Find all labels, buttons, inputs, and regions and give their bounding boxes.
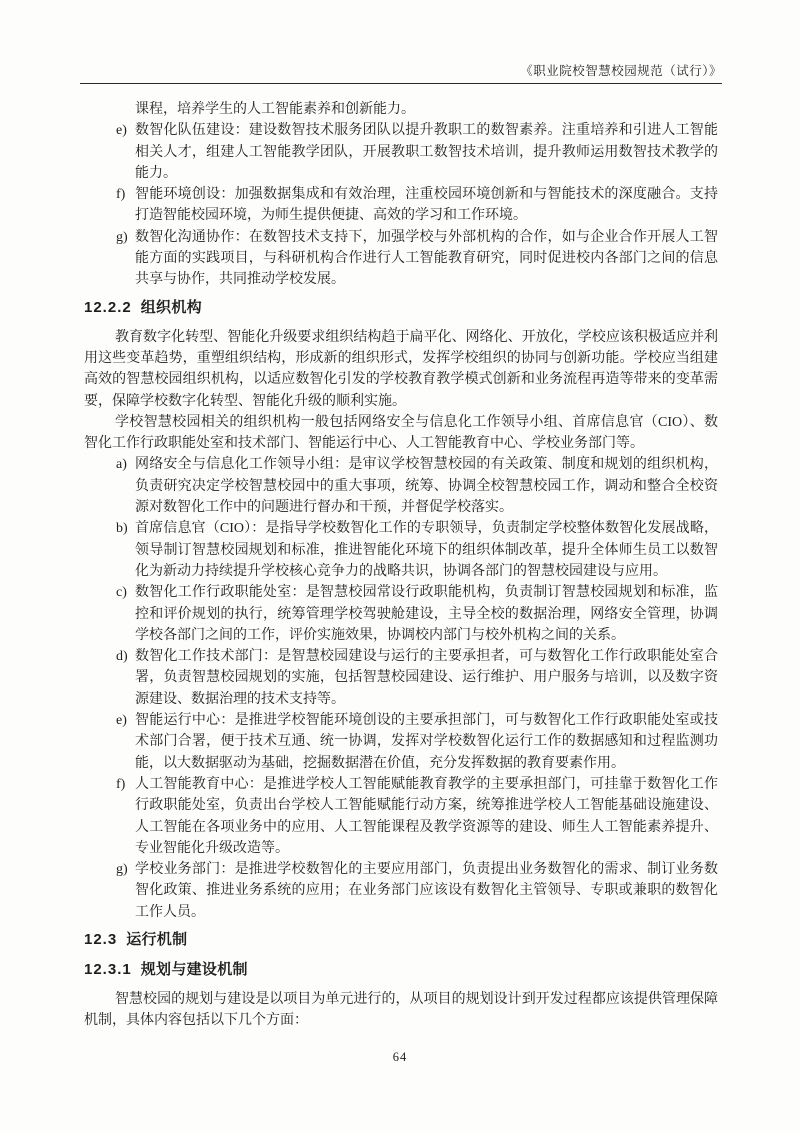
measures-list (84, 120, 718, 290)
section-number: 12.2.2 (84, 298, 132, 316)
continuation-text: 课程，培养学生的人工智能素养和创新能力。 (135, 102, 415, 117)
item-marker: f) (116, 187, 126, 203)
paragraph: 教育数字化转型、智能化升级要求组织结构趋于扁平化、网络化、开放化，学校应该积极适应并利用这些变革趋势，重塑组织结构，形成新的组织形式，发挥学校组织的协同与创新功能。学校应当组建高效的智慧校园组织机构，以适应数智化引发的学校教育教学模式创新和业务流程再造等带来的变革需要，保障学校数字化转型、智能化升级的顺利实施。 (84, 329, 718, 409)
document-body (84, 99, 718, 1032)
item-marker: g) (116, 229, 128, 245)
page-number: 64 (392, 1050, 408, 1064)
item-text: 学校业务部门：是推进学校数智化的主要应用部门，负责提出业务数智化的需求、制订业务数智化政策、推进业务系统的应用；在业务部门应该设有数智化主管领导、专职或兼职的数智化工作人员。 (135, 862, 718, 920)
list-item (84, 646, 718, 710)
section-title: 运行机制 (126, 930, 188, 948)
page-header (80, 61, 722, 84)
section-number: 12.3.1 (84, 960, 132, 978)
section-heading-operation (84, 929, 718, 951)
header-title: 《职业院校智慧校园规范（试行）》 (520, 64, 722, 78)
item-text: 首席信息官（CIO）：是指导学校数智化工作的专职领导，负责制定学校整体数智化发展战略，领导制订智慧校园规划和标准，推进智能化环境下的组织体制改革，提升全体师生员工以数智化为新动力持续提升学校核心竞争力的战略共识，协调各部门的智慧校园建设与应用。 (135, 521, 718, 579)
page-footer (0, 1050, 800, 1065)
item-marker: e) (116, 123, 127, 139)
item-marker: d) (116, 649, 128, 665)
list-item (84, 859, 718, 923)
list-item (84, 582, 718, 646)
item-text: 智能运行中心：是推进学校智能环境创设的主要承担部门，可与数智化工作行政职能处室或技术部门合署，便于技术互通、统一协调，发挥对学校数智化运行工作的数据感知和过程监测功能，以大数据驱动为基础，挖掘数据潜在价值，充分发挥数据的教育要素作用。 (135, 713, 718, 771)
section-number: 12.3 (84, 930, 118, 948)
section-title: 规划与建设机制 (140, 960, 248, 978)
list-item (84, 454, 718, 518)
list-item (84, 120, 718, 184)
list-item (84, 518, 718, 582)
item-marker: a) (116, 457, 127, 473)
section-heading-planning (84, 959, 718, 981)
list-item (84, 710, 718, 774)
item-text: 人工智能教育中心：是推进学校人工智能赋能教育教学的主要承担部门，可挂靠于数智化工作行政职能处室，负责出台学校人工智能赋能行动方案，统筹推进学校人工智能基础设施建设、人工智能在各项业务中的应用、人工智能课程及教学资源等的建设、师生人工智能素养提升、专业智能化升级改造等。 (135, 776, 718, 856)
section-title: 组织机构 (140, 298, 202, 316)
item-marker: b) (116, 521, 128, 537)
item-marker: e) (116, 713, 127, 729)
continuation-paragraph (84, 99, 718, 120)
list-item (84, 227, 718, 291)
item-text: 智能环境创设：加强数据集成和有效治理，注重校园环境创新和与智能技术的深度融合。支持打造智能校园环境，为师生提供便捷、高效的学习和工作环境。 (135, 187, 718, 224)
item-text: 网络安全与信息化工作领导小组：是审议学校智慧校园的有关政策、制度和规划的组织机构，负责研究决定学校智慧校园中的重大事项，统筹、协调全校智慧校园工作，调动和整合全校资源对数智化工作中的问题进行督办和干预，并督促学校落实。 (135, 457, 718, 516)
paragraph: 学校智慧校园相关的组织机构一般包括网络安全与信息化工作领导小组、首席信息官（CIO）、数智化工作行政职能处室和技术部门、智能运行中心、人工智能教育中心、学校业务部门等。 (84, 414, 718, 452)
item-text: 数智化队伍建设：建设数智技术服务团队以提升教职工的数智素养。注重培养和引进人工智能相关人才，组建人工智能教学团队，开展教职工数智技术培训，提升教师运用数智技术教学的能力。 (135, 123, 718, 181)
item-marker: f) (116, 776, 126, 792)
list-item (84, 184, 718, 227)
item-text: 数智化工作行政职能处室：是智慧校园常设行政职能机构，负责制订智慧校园规划和标准，监控和评价规划的执行，统筹管理学校驾驶舱建设，主导全校的数据治理，网络安全管理，协调学校各部门之间的工作，评价实施效果，协调校内部门与校外机构之间的关系。 (135, 585, 718, 643)
item-text: 数智化沟通协作：在数智技术支持下，加强学校与外部机构的合作，如与企业合作开展人工智能方面的实践项目，与科研机构合作进行人工智能教育研究，同时促进校内各部门之间的信息共享与协作，共同推动学校发展。 (135, 229, 718, 288)
item-marker: c) (116, 585, 127, 601)
item-text: 数智化工作技术部门：是智慧校园建设与运行的主要承担者，可与数智化工作行政职能处室合署，负责智慧校园规划的实施，包括智慧校园建设、运行维护、用户服务与培训，以及数字资源建设、数据治理的技术支持等。 (135, 649, 718, 707)
paragraph: 智慧校园的规划与建设是以项目为单元进行的，从项目的规划设计到开发过程都应该提供管理保障机制，具体内容包括以下几个方面： (84, 991, 718, 1029)
item-marker: g) (116, 862, 128, 878)
organization-list (84, 454, 718, 923)
section-heading-organization (84, 297, 718, 319)
list-item (84, 774, 718, 859)
